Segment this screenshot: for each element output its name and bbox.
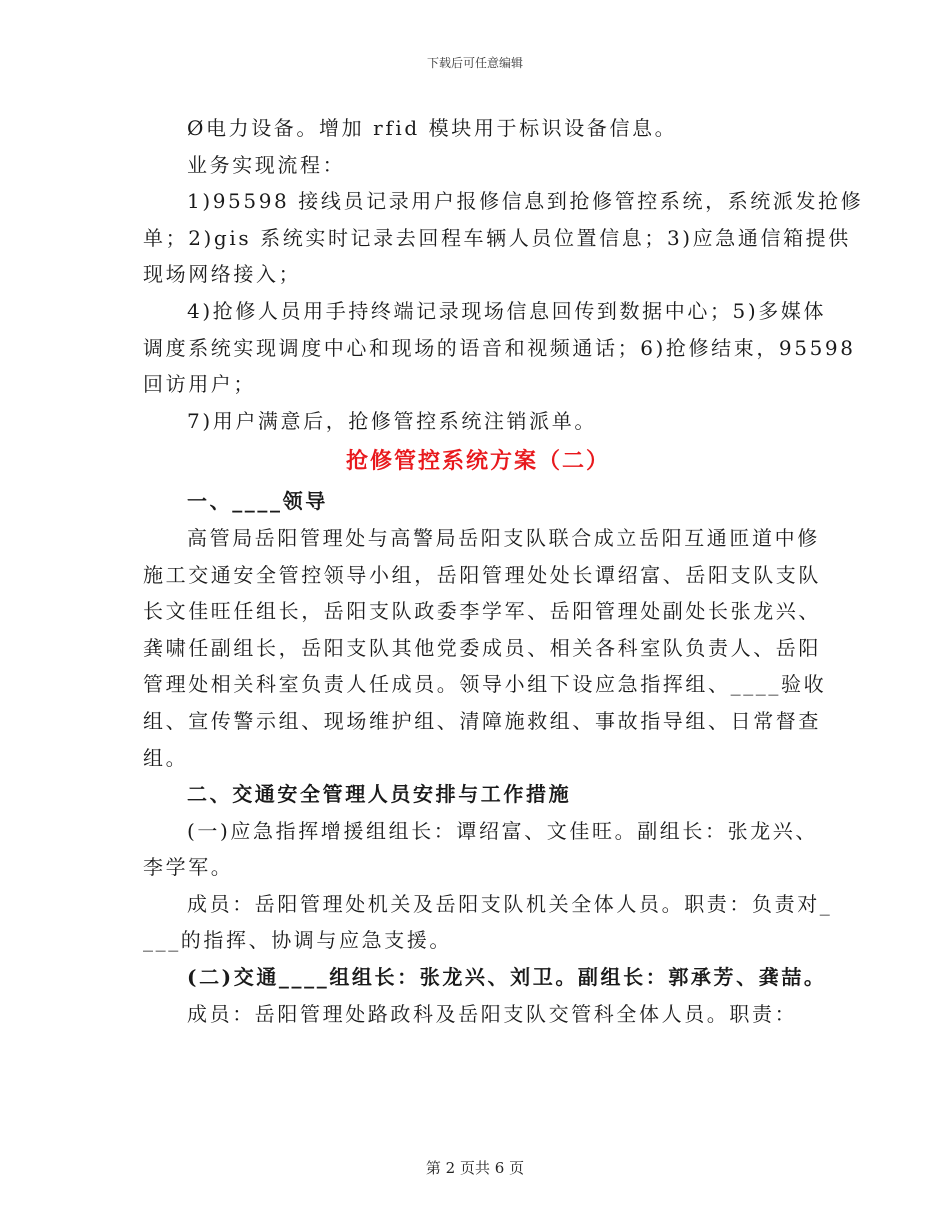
text-line: 单；2)gis 系统实时记录去回程车辆人员位置信息；3)应急通信箱提供 (143, 225, 851, 250)
text-line: 4)抢修人员用手持终端记录现场信息回传到数据中心；5)多媒体 (187, 298, 827, 323)
heading (143, 776, 813, 813)
paragraph (143, 183, 864, 293)
paragraph (143, 293, 856, 403)
document-body (143, 110, 864, 1032)
section-title: 抢修管控系统方案（二） (345, 448, 610, 475)
text-line: 调度系统实现调度中心和现场的语音和视频通话；6)抢修结束，95598 (143, 335, 856, 360)
text-line: 成员：岳阳管理处路政科及岳阳支队交管科全体人员。职责： (187, 1001, 798, 1026)
text-line: 回访用户； (143, 372, 256, 397)
heading-line: 二、交通安全管理人员安排与工作措施 (187, 782, 572, 807)
text-line: 组、宣传警示组、现场维护组、清障施救组、事故指导组、日常督查 (143, 708, 821, 733)
text-line: (一)应急指挥增援组组长：谭绍富、文佳旺。副组长：张龙兴、 (187, 818, 819, 843)
paragraph (143, 520, 827, 776)
page-footer: 第 2 页共 6 页 (425, 1159, 525, 1177)
text-line: 高管局岳阳管理处与高警局岳阳支队联合成立岳阳互通匝道中修 (187, 525, 820, 550)
paragraph (143, 996, 813, 1033)
page-header: 下载后可任意编辑 (426, 56, 523, 70)
heading-line: 一、____领导 (187, 489, 328, 514)
paragraph (143, 813, 819, 886)
text-line: 长文佳旺任组长，岳阳支队政委李学军、岳阳管理处副处长张龙兴、 (143, 599, 821, 624)
text-line: 李学军。 (143, 855, 234, 880)
text-line: Ø电力设备。增加 rfid 模块用于标识设备信息。 (187, 116, 678, 140)
text-line: 7)用户满意后，抢修管控系统注销派单。 (187, 408, 597, 433)
heading (143, 483, 813, 520)
text-line: 1)95598 接线员记录用户报修信息到抢修管控系统，系统派发抢修 (187, 189, 864, 214)
text-line: 现场网络接入； (143, 262, 302, 287)
paragraph (143, 147, 813, 184)
text-line: 龚啸任副组长，岳阳支队其他党委成员、相关各科室队负责人、岳阳 (143, 635, 821, 660)
text-line: 业务实现流程： (187, 152, 346, 177)
text-line: 组。 (143, 745, 189, 770)
paragraph (143, 959, 827, 996)
text-line: ___的指挥、协调与应急支援。 (143, 928, 452, 953)
text-line: 成员：岳阳管理处机关及岳阳支队机关全体人员。职责：负责对_ (187, 891, 833, 916)
paragraph (143, 403, 813, 440)
paragraph (143, 110, 813, 147)
text-line: 施工交通安全管控领导小组，岳阳管理处处长谭绍富、岳阳支队支队 (143, 562, 821, 587)
paragraph (143, 886, 833, 959)
text-line: 管理处相关科室负责人任成员。领导小组下设应急指挥组、____验收 (143, 672, 827, 697)
text-line: (二)交通____组组长：张龙兴、刘卫。副组长：郭承芳、龚喆。 (187, 965, 827, 990)
